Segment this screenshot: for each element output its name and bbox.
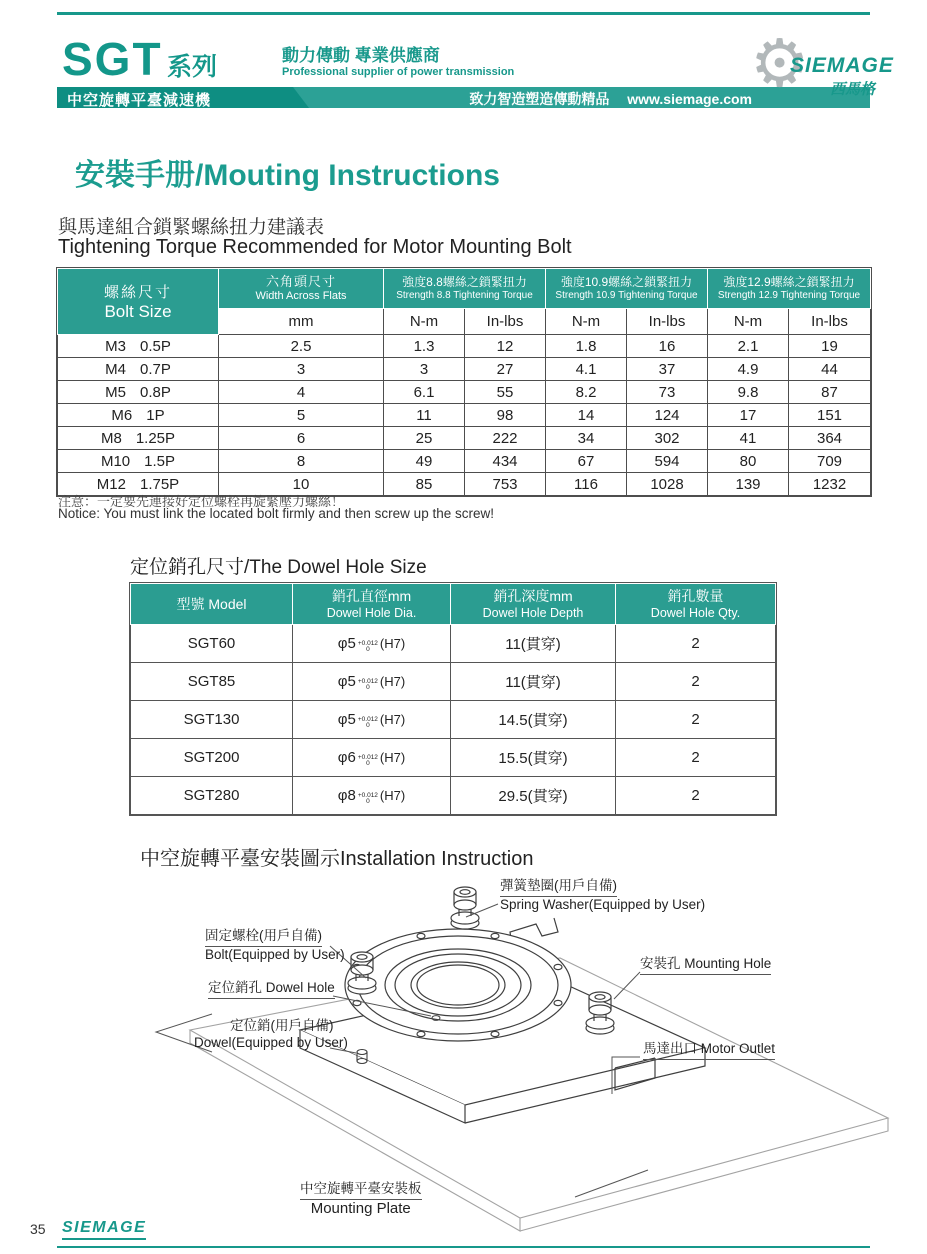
- col-group-10-9-zh: 強度10.9螺絲之鎖緊扭力: [560, 274, 693, 289]
- label-spring-washer: [500, 878, 705, 914]
- label-dowel-en: Dowel(Equipped by User): [194, 1034, 348, 1050]
- header-bar-right-text: [469, 89, 752, 109]
- col-group-8-8: [384, 269, 546, 309]
- footer-logo: SIEMAGE: [62, 1219, 146, 1240]
- dowel-header-row: [131, 584, 776, 625]
- col-group-8-8-en: Strength 8.8 Tightening Torque: [396, 289, 533, 301]
- col-waf-zh: 六角頭尺寸: [265, 273, 336, 289]
- col-group-10-9: [546, 269, 708, 309]
- series-suffix: 系列: [167, 53, 218, 81]
- label-bolt-en: Bolt(Equipped by User): [205, 946, 345, 962]
- torque-table: [57, 268, 871, 496]
- label-mounting-plate: [300, 1181, 422, 1219]
- col-group-8-8-zh: 強度8.8螺絲之鎖緊扭力: [402, 274, 527, 289]
- company-logo-zh: 西馬格: [830, 81, 876, 98]
- col-dowel-depth: 銷孔深度mm Dowel Hole Depth: [451, 584, 616, 625]
- unit-inlbs: In-lbs: [627, 309, 708, 335]
- notice-zh: 注意：一定要先連接好定位螺栓再旋緊壓力螺絲！: [58, 494, 345, 509]
- label-mounting-hole: 安裝孔 Mounting Hole: [640, 956, 771, 975]
- col-group-12-9-zh: 強度12.9螺絲之鎖緊扭力: [723, 274, 855, 289]
- company-logo: [748, 28, 918, 108]
- unit-nm: N-m: [708, 309, 789, 335]
- table-row: M6 1P 5 11 98 14 124 17 151: [58, 404, 871, 427]
- table-row: M8 1.25P 6 25 222 34 302 41 364: [58, 427, 871, 450]
- header-bar-left-text: 中空旋轉平臺減速機: [67, 93, 212, 109]
- unit-inlbs: In-lbs: [789, 309, 871, 335]
- unit-nm: N-m: [384, 309, 465, 335]
- torque-heading-en: Tightening Torque Recommended for Motor Mounting Bolt: [58, 236, 572, 258]
- label-bolt-zh: 固定螺栓(用戶自備): [205, 928, 322, 947]
- actuator-body-drawing: [300, 918, 705, 1123]
- torque-header-row: [58, 269, 871, 309]
- torque-heading-zh: 與馬達組合鎖緊螺絲扭力建議表: [58, 217, 325, 238]
- table-row: SGT60 φ5 +0.012 0 (H7) 11(貫穿) 2: [131, 625, 776, 663]
- table-row: SGT130 φ5 +0.012 0 (H7) 14.5(貫穿) 2: [131, 701, 776, 739]
- label-dowel-zh: 定位銷(用戶自備): [230, 1018, 334, 1033]
- install-heading: 中空旋轉平臺安裝圖示Installation Instruction: [140, 848, 534, 870]
- col-dowel-dia: 銷孔直徑mm Dowel Hole Dia.: [293, 584, 451, 625]
- label-dowel-hole: 定位銷孔 Dowel Hole: [208, 980, 335, 999]
- table-row: M5 0.8P 4 6.1 55 8.2 73 9.8 87: [58, 381, 871, 404]
- table-row: M4 0.7P 3 3 27 4.1 37 4.9 44: [58, 358, 871, 381]
- table-row: SGT85 φ5 +0.012 0 (H7) 11(貫穿) 2: [131, 663, 776, 701]
- header-bar-slogan: 致力智造塑造傳動精品: [469, 91, 610, 107]
- installation-diagram: [0, 862, 927, 1242]
- bolt-right-drawing: [586, 992, 614, 1034]
- col-model: 型號 Model: [131, 584, 293, 625]
- top-rule: [57, 12, 870, 15]
- label-bolt: [205, 928, 345, 964]
- label-spring-washer-en: Spring Washer(Equipped by User): [500, 896, 706, 912]
- unit-nm: N-m: [546, 309, 627, 335]
- label-dowel: [194, 1018, 348, 1052]
- table-row: SGT200 φ6 +0.012 0 (H7) 15.5(貫穿) 2: [131, 739, 776, 777]
- header-tagline: [282, 46, 514, 78]
- bolt-left-drawing: [348, 952, 376, 994]
- header-bar-url[interactable]: www.siemage.com: [627, 91, 752, 107]
- unit-mm: mm: [219, 309, 384, 335]
- col-width-across-flats: [219, 269, 384, 309]
- notice-en: Notice: You must link the located bolt firmly and then screw up the screw!: [58, 506, 494, 521]
- series-logo: [62, 33, 218, 85]
- tagline-en: Professional supplier of power transmission: [282, 66, 515, 79]
- label-mounting-plate-en: Mounting Plate: [310, 1199, 411, 1217]
- col-group-12-9: [708, 269, 871, 309]
- table-row: M12 1.75P 10 85 753 116 1028 139 1232: [58, 473, 871, 496]
- series-name: SGT: [62, 33, 163, 85]
- label-mounting-plate-zh: 中空旋轉平臺安裝板: [300, 1181, 422, 1200]
- gear-icon: ⚙: [750, 26, 810, 100]
- col-group-12-9-en: Strength 12.9 Tightening Torque: [717, 289, 861, 301]
- col-bolt-size: [58, 269, 219, 335]
- dowel-table: [130, 583, 776, 815]
- unit-inlbs: In-lbs: [465, 309, 546, 335]
- label-motor-outlet: 馬達出口 Motor Outlet: [643, 1041, 775, 1060]
- dowel-heading: 定位銷孔尺寸/The Dowel Hole Size: [130, 557, 427, 578]
- bolt-spring-washer-drawing: [451, 887, 479, 929]
- col-bolt-size-zh: 螺絲尺寸: [103, 284, 172, 301]
- col-dowel-qty: 銷孔數量 Dowel Hole Qty.: [616, 584, 776, 625]
- page-title: 安裝手册/Mouting Instructions: [75, 159, 500, 192]
- bottom-rule: [57, 1246, 870, 1248]
- table-row: M3 0.5P 2.5 1.3 12 1.8 16 2.1 19: [58, 335, 871, 358]
- page-number: 35: [30, 1221, 46, 1237]
- tagline-zh: 動力傳動 專業供應商: [282, 46, 440, 65]
- company-logo-text: SIEMAGE: [790, 54, 894, 77]
- col-waf-en: Width Across Flats: [255, 289, 347, 302]
- col-group-10-9-en: Strength 10.9 Tightening Torque: [555, 289, 698, 301]
- col-bolt-size-en: Bolt Size: [104, 302, 172, 321]
- label-spring-washer-zh: 彈簧墊圈(用戶自備): [500, 878, 617, 897]
- table-row: M10 1.5P 8 49 434 67 594 80 709: [58, 450, 871, 473]
- table-row: SGT280 φ8 +0.012 0 (H7) 29.5(貫穿) 2: [131, 777, 776, 815]
